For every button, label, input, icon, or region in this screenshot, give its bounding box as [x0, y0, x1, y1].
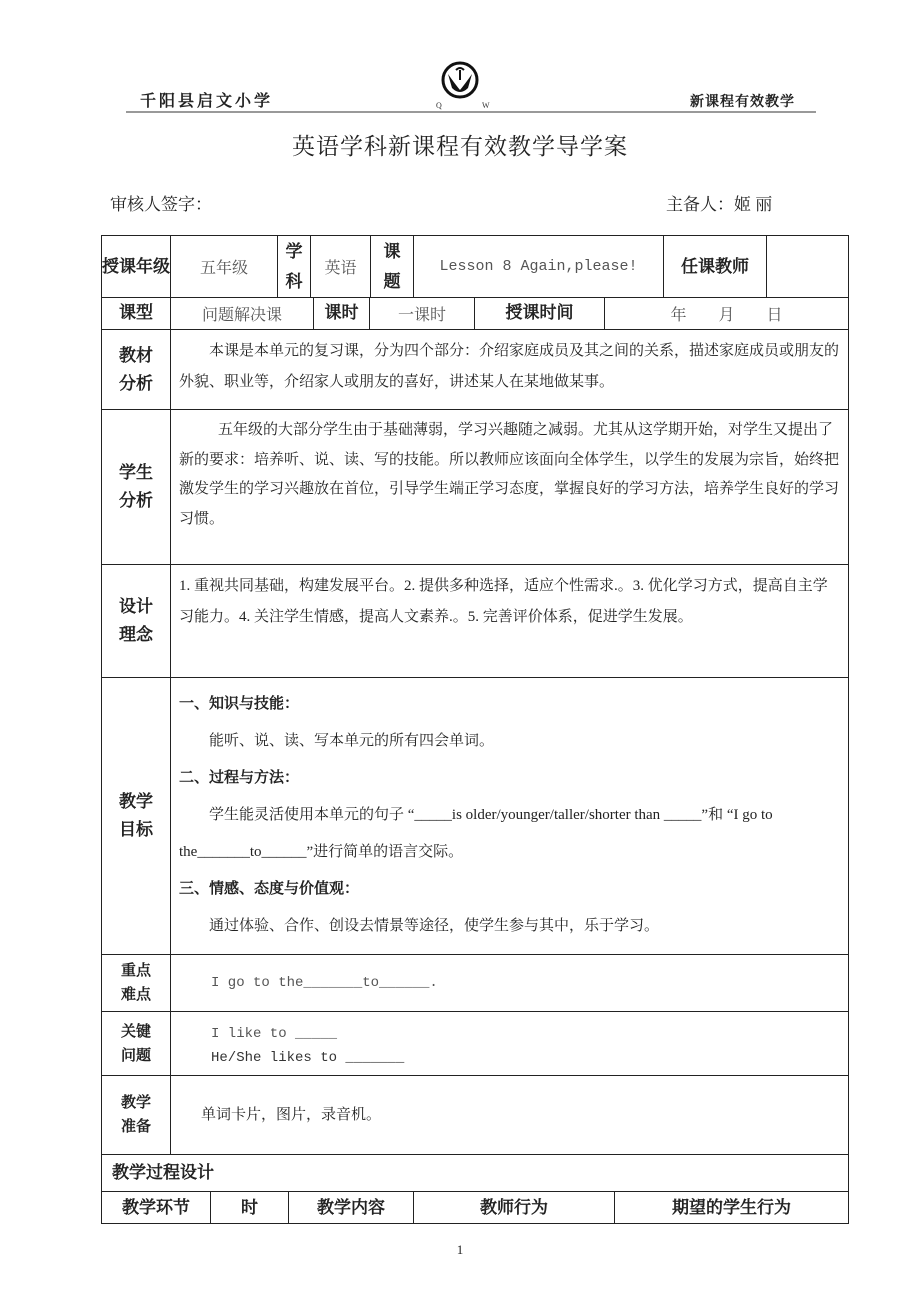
school-logo [400, 40, 520, 110]
header-divider [126, 111, 816, 113]
goal-text-knowledge: 能听、说、读、写本单元的所有四会单词。 [209, 733, 495, 749]
grade-value: 五年级 [171, 236, 278, 298]
questions-label: 关键问题 [102, 1012, 171, 1076]
type-label: 课型 [102, 297, 171, 330]
date-value: 年 月 日 [605, 297, 849, 330]
page-title: 英语学科新课程有效教学导学案 [292, 134, 628, 159]
goal-text-attitude: 通过体验、合作、创设去情景等途径，使学生参与其中，乐于学习。 [209, 918, 660, 934]
header-slogan: 新课程有效教学 [690, 95, 795, 110]
key-text: I go to the_______to______. [171, 955, 849, 1012]
topic-label: 课题 [371, 236, 414, 298]
page-number: 1 [456, 1242, 464, 1257]
design-row [101, 565, 849, 678]
questions-row [101, 1012, 849, 1076]
prep-text: 单词卡片，图片，录音机。 [171, 1076, 849, 1155]
design-label: 设计理念 [102, 565, 171, 678]
teacher-value [767, 236, 849, 298]
material-row [101, 330, 849, 410]
students-label: 学生分析 [102, 410, 171, 565]
info-row [101, 235, 849, 298]
students-row [101, 410, 849, 565]
column-header: 时 [211, 1192, 289, 1224]
time-label: 授课时间 [475, 297, 605, 330]
info-row-2 [101, 297, 849, 330]
goals-row [101, 678, 849, 955]
key-label: 重点难点 [102, 955, 171, 1012]
teacher-label: 任课教师 [664, 236, 767, 298]
prep-row [101, 1076, 849, 1155]
lesson-owner: 主备人：姬 丽 [666, 195, 773, 214]
material-text: 本课是本单元的复习课，分为四个部分：介绍家庭成员及其之间的关系，描述家庭成员或朋友的外貌、职业等，介绍家人或朋友的喜好，讲述某人在某地做某事。 [171, 330, 849, 410]
question-line: I like to _____ [211, 1026, 338, 1042]
subject-value: 英语 [311, 236, 371, 298]
grade-label: 授课年级 [102, 236, 171, 298]
questions-content [171, 1012, 849, 1076]
subject-label: 学科 [278, 236, 311, 298]
svg-text:W: W [482, 101, 490, 110]
goal-text-process: 学生能灵活使用本单元的句子 “_____is older/younger/taller/shorter than _____”和 “I go to the_______to______”进行简单的语言交际。 [179, 807, 773, 860]
material-label: 教材分析 [102, 330, 171, 410]
school-name: 千阳县启文小学 [140, 93, 274, 110]
period-label: 课时 [314, 297, 370, 330]
process-header-row [101, 1192, 849, 1224]
prep-label: 教学准备 [102, 1076, 171, 1155]
svg-text:Q: Q [436, 101, 442, 110]
key-row [101, 955, 849, 1012]
goals-label: 教学目标 [102, 678, 171, 955]
process-row [101, 1155, 849, 1192]
period-value: 一课时 [370, 297, 475, 330]
goal-heading-process: 二、过程与方法： [179, 770, 300, 786]
type-value: 问题解决课 [171, 297, 314, 330]
column-header: 教师行为 [414, 1192, 615, 1224]
process-label: 教学过程设计 [102, 1155, 849, 1192]
column-header: 教学环节 [102, 1192, 211, 1224]
design-text: 1. 重视共同基础，构建发展平台。2. 提供多种选择，适应个性需求.。3. 优化学习方式，提高自主学习能力。4. 关注学生情感，提高人文素养.。5. 完善评价体系，促进学生发展。 [171, 565, 849, 678]
goals-content [171, 678, 849, 955]
column-header: 期望的学生行为 [615, 1192, 849, 1224]
question-line: He/She likes to _______ [211, 1050, 405, 1066]
students-text: 五年级的大部分学生由于基础薄弱，学习兴趣随之减弱。尤其从这学期开始，对学生又提出了新的要求：培养听、说、读、写的技能。所以教师应该面向全体学生，以学生的发展为宗旨，始终把激发学生的学习兴趣放在首位，引导学生端正学习态度，掌握良好的学习方法，培养学生良好的学习习惯。 [171, 410, 849, 565]
goal-heading-knowledge: 一、知识与技能： [179, 696, 300, 712]
goal-heading-attitude: 三、情感、态度与价值观： [179, 881, 360, 897]
topic-value: Lesson 8 Again,please! [414, 236, 664, 298]
column-header: 教学内容 [289, 1192, 414, 1224]
reviewer-signature-label: 审核人签字： [110, 195, 212, 214]
